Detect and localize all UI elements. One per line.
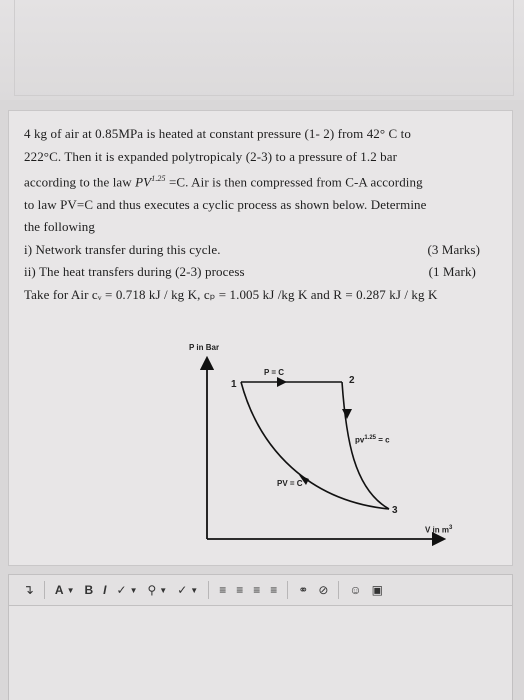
top-background	[0, 0, 524, 100]
x-axis-label-base: V in m	[425, 525, 450, 535]
polytropic-label	[355, 435, 390, 445]
emoji-icon[interactable]: ☺	[349, 583, 362, 597]
question-constants: Take for Air cᵥ = 0.718 kJ / kg K, cₚ = 1.005 kJ /kg K and R = 0.287 kJ / kg K	[24, 286, 438, 302]
bullet-list-icon[interactable]: ≡	[219, 583, 227, 597]
unlink-icon[interactable]: ⊘	[318, 583, 329, 597]
chevron-down-icon: ▼	[159, 585, 168, 595]
clear-format-icon: ✓	[177, 583, 188, 597]
law-prefix: according to the law	[24, 174, 136, 190]
x-axis-label	[425, 525, 452, 535]
x-axis-label-exponent: 3	[449, 525, 453, 531]
polytropic-label-base: pv	[355, 435, 365, 445]
question-line-5: the following	[24, 219, 95, 235]
law-formula: PV	[135, 174, 152, 190]
toolbar-separator	[338, 581, 339, 599]
chevron-down-icon: ▼	[129, 585, 138, 595]
law-exponent: 1.25	[151, 174, 166, 183]
highlight-button[interactable]	[148, 580, 168, 600]
pv-diagram	[9, 339, 514, 559]
font-color-icon: A	[54, 583, 64, 597]
item-1-marks: (3 Marks)	[427, 241, 480, 257]
question-item-1	[24, 239, 502, 262]
numbered-list-icon[interactable]: ≡	[236, 583, 244, 597]
outdent-icon[interactable]: ≡	[270, 583, 278, 597]
question-line-3	[24, 168, 502, 194]
answer-editor[interactable]	[8, 606, 513, 700]
toolbar-separator	[44, 581, 45, 599]
process-3-1	[241, 382, 389, 509]
italic-button[interactable]	[103, 580, 106, 600]
law-suffix: =C. Air is then compressed from C-A according	[165, 174, 423, 190]
toolbar-separator	[208, 581, 209, 599]
point-3-label: 3	[392, 505, 398, 516]
point-2-label: 2	[349, 375, 355, 386]
arrow-down-icon[interactable]: ↴	[23, 582, 34, 597]
constant-pressure-label: P = C	[264, 368, 285, 377]
brush-icon: ✓	[116, 583, 127, 597]
italic-icon: I	[103, 583, 107, 597]
chevron-down-icon: ▼	[190, 585, 199, 595]
image-icon[interactable]: ▣	[371, 583, 383, 597]
toolbar-separator	[287, 581, 288, 599]
brush-button[interactable]	[117, 580, 138, 600]
item-1-text: i) Network transfer during this cycle.	[24, 241, 221, 257]
highlight-icon: ⚲	[147, 583, 157, 597]
bold-icon: B	[84, 583, 94, 597]
question-item-2	[24, 261, 502, 284]
arrow-2-3	[342, 409, 352, 419]
question-line-2: 222°C. Then it is expanded polytropicaly (2-3) to a pressure of 1.2 bar	[24, 148, 398, 164]
question-line-4: to law PV=C and thus executes a cyclic process as shown below. Determine	[24, 196, 427, 212]
item-2-text: ii) The heat transfers during (2-3) process	[24, 264, 245, 280]
question-card	[8, 110, 513, 566]
editor-toolbar	[8, 574, 513, 606]
font-color-button[interactable]	[55, 580, 75, 600]
question-line-1: 4 kg of air at 0.85MPa is heated at constant pressure (1- 2) from 42° C to	[24, 126, 411, 141]
arrow-1-2	[277, 377, 287, 387]
polytropic-label-exponent: 1.25	[364, 435, 377, 441]
link-icon[interactable]: ⚭	[298, 583, 309, 597]
process-2-3	[342, 382, 389, 509]
y-axis-label: P in Bar	[189, 343, 220, 352]
question-text	[24, 123, 502, 306]
bold-button[interactable]	[85, 580, 94, 600]
item-2-marks: (1 Mark)	[428, 264, 476, 280]
top-frame	[14, 0, 514, 96]
chevron-down-icon: ▼	[66, 585, 75, 595]
indent-icon[interactable]: ≡	[253, 583, 261, 597]
isothermal-label: PV = C	[277, 479, 303, 488]
clear-format-button[interactable]	[177, 580, 198, 600]
polytropic-label-suffix: = c	[376, 435, 390, 445]
point-1-label: 1	[231, 379, 237, 390]
